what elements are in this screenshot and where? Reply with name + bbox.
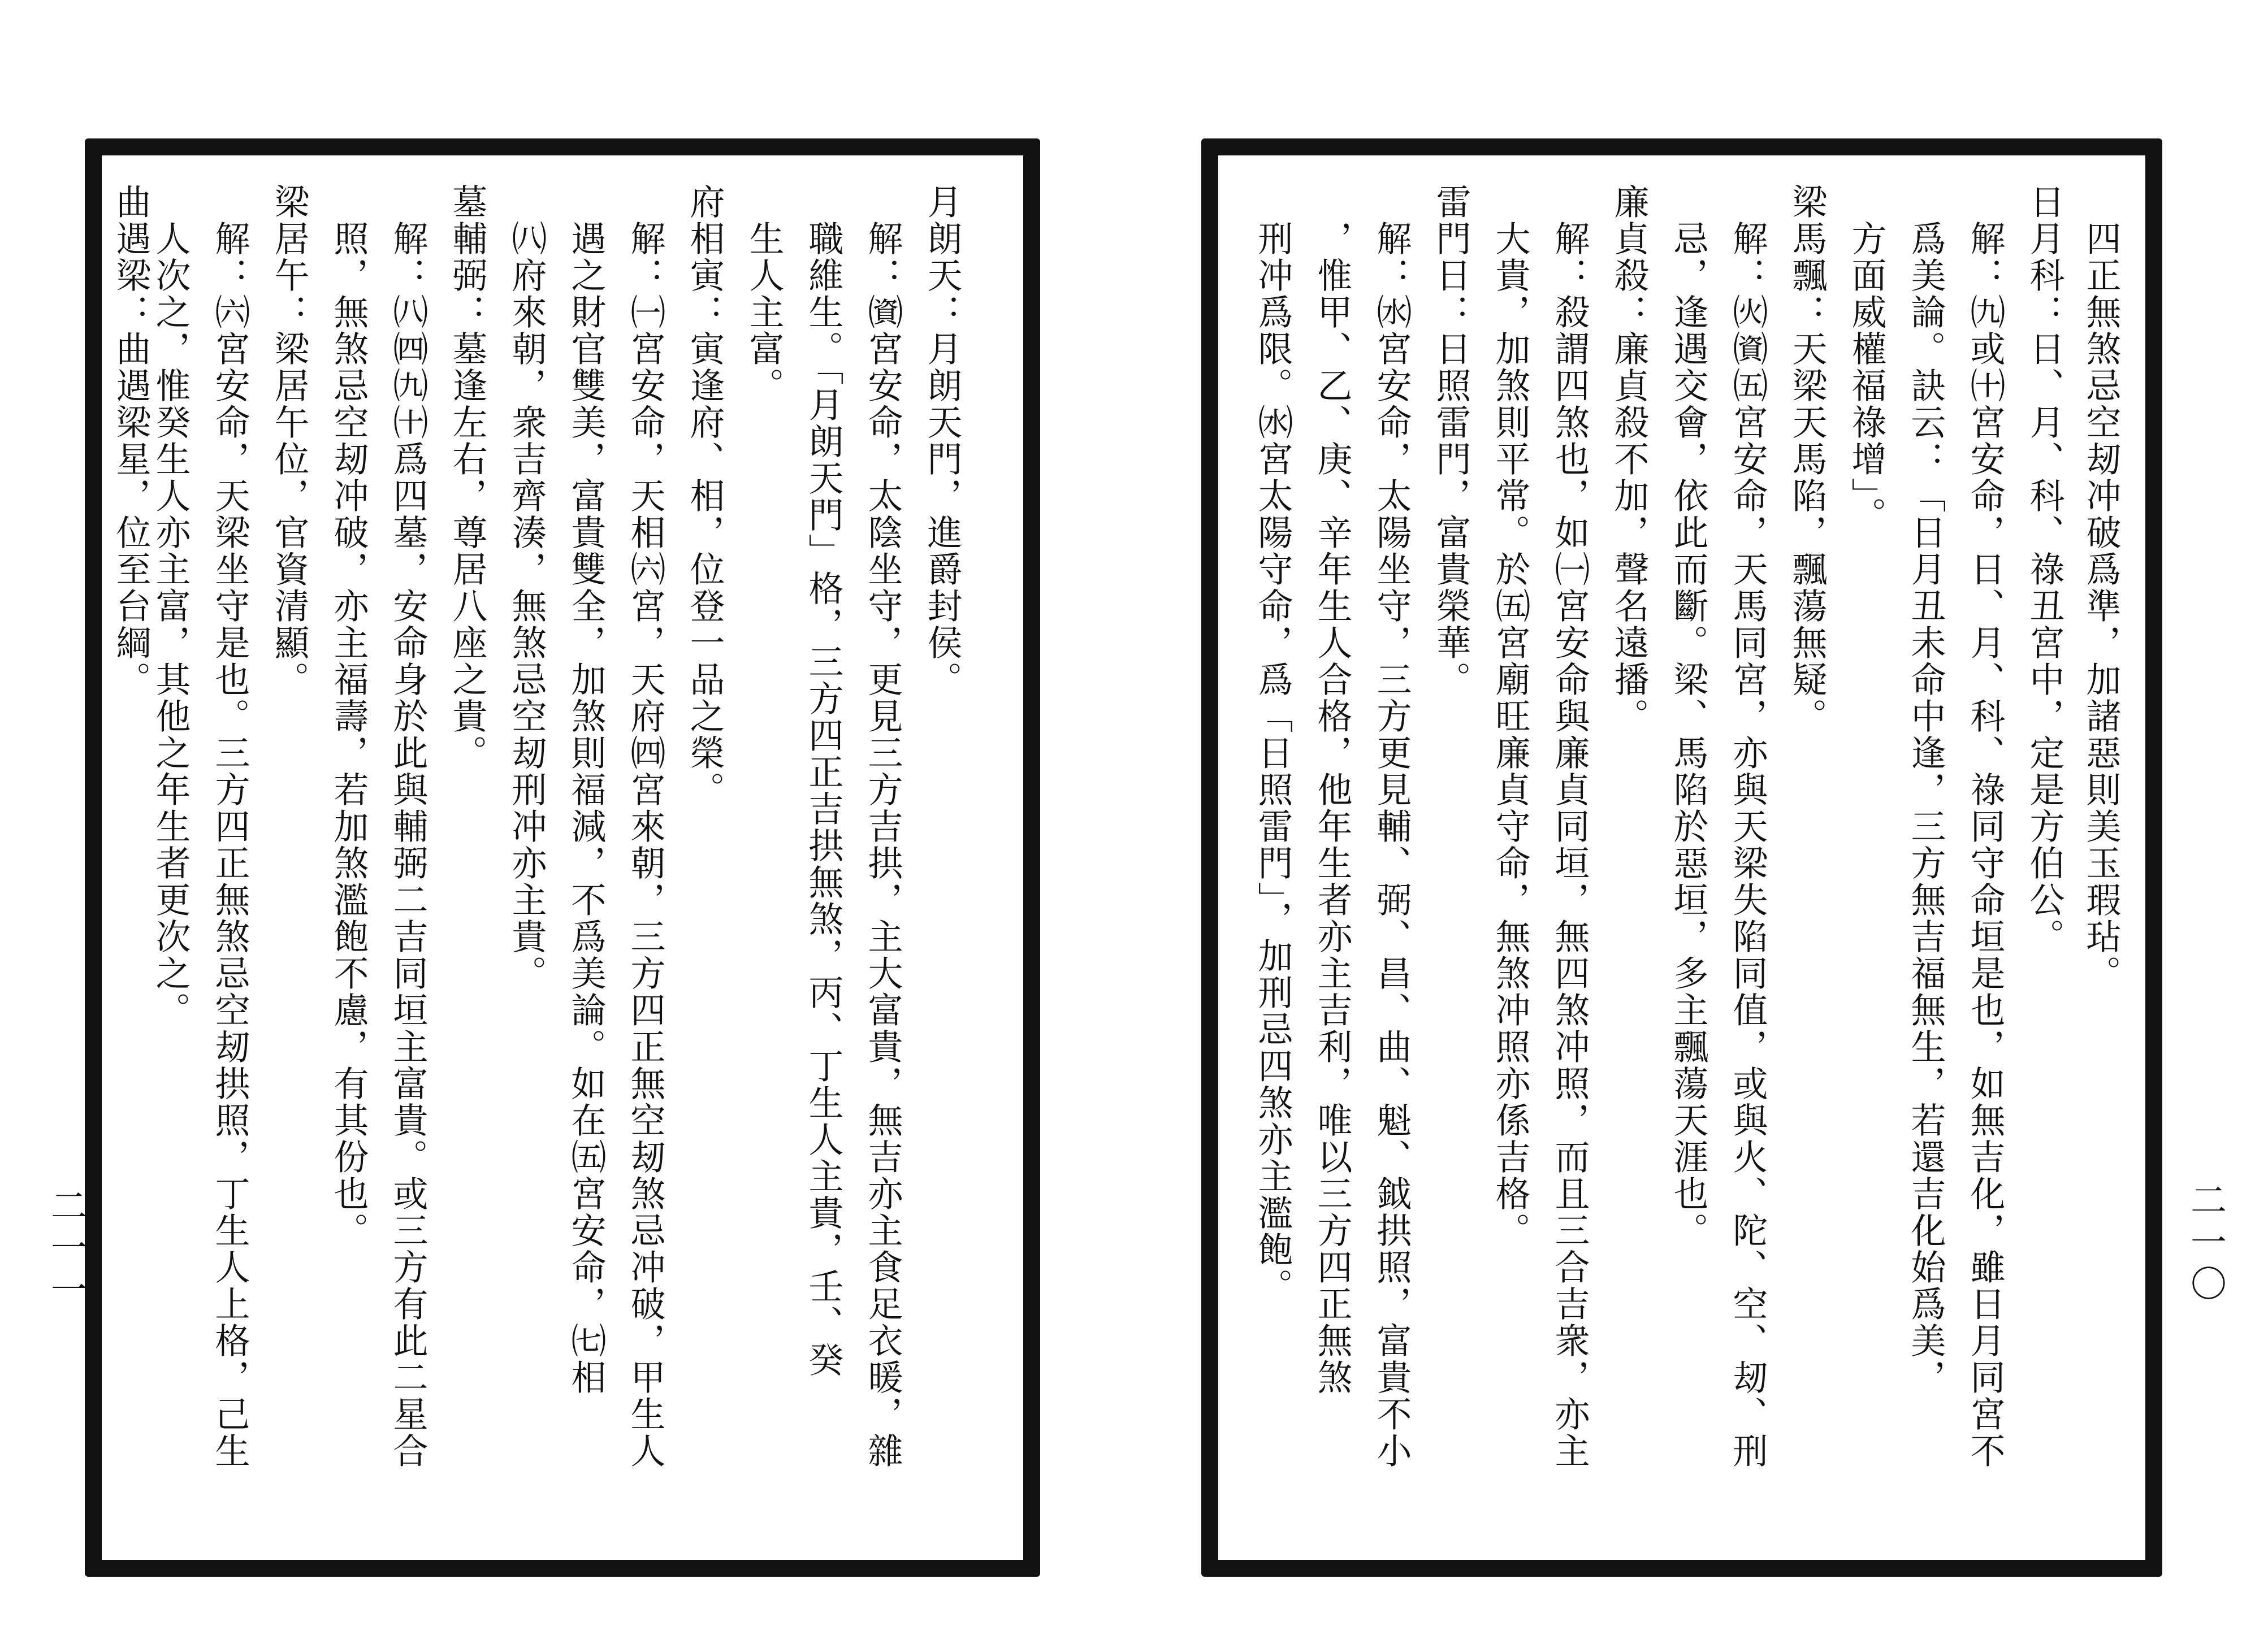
- page-number: 二一〇: [2184, 1181, 2226, 1307]
- right-text-column: 解：㈬宮安命，太陽坐守，三方更見輔、弼、昌、曲、魁、鉞拱照，富貴不小: [1371, 184, 1412, 1469]
- left-text-column: 遇之財官雙美，富貴雙全，加煞則福減，不爲美論。如在㈤宮安命，㈦相: [565, 184, 607, 1396]
- left-text-column: 府相寅：寅逢府、相，位登一品之榮。: [684, 184, 725, 808]
- left-text-column: 月朗天：月朗天門，進爵封侯。: [921, 184, 963, 698]
- left-text-column: 梁居午：梁居午位，官資清顯。: [269, 184, 310, 698]
- right-text-column: 解：殺謂四煞也，如㈠宮安命與廉貞同垣，無四煞冲照，而且三合吉衆，亦主: [1549, 184, 1590, 1469]
- right-text-column: 日月科：日、月、科、祿丑宮中，定是方伯公。: [2024, 184, 2065, 955]
- right-text-column: 廉貞殺：廉貞殺不加，聲名遠播。: [1608, 184, 1650, 735]
- right-text-column: 方面威權福祿增」。: [1846, 184, 1887, 533]
- left-text-column: 解：㈠宮安命，天相㈥宮，天府㈣宮來朝，三方四正無空刼煞忌冲破，甲生人: [625, 184, 666, 1469]
- left-text-column: 職維生。「月朗天門」格，三方四正吉拱無煞，丙、丁生人主貴，壬、癸: [803, 184, 844, 1378]
- right-text-column: ，惟甲、乙、庚、辛年生人合格，他年生者亦主吉利，唯以三方四正無煞: [1312, 184, 1353, 1396]
- left-text-column: 照，無煞忌空刼冲破，亦主福壽，若加煞濫飽不慮，有其份也。: [328, 184, 369, 1249]
- right-text-column: 梁馬飄：天梁天馬陷，飄蕩無疑。: [1786, 184, 1828, 735]
- right-text-column: 大貴，加煞則平常。於㈤宮廟旺廉貞守命，無煞冲照亦係吉格。: [1490, 184, 1531, 1249]
- left-text-column: 解：㈧㈣㈨㈩爲四墓，安命身於此與輔弼二吉同垣主富貴。或三方有此二星合: [387, 184, 429, 1469]
- left-text-column: 墓輔弼：墓逢左右，尊居八座之貴。: [447, 184, 488, 771]
- right-text-column: 雷門日：日照雷門，富貴榮華。: [1430, 184, 1471, 698]
- left-text-column: 解：㈥宮安命，天梁坐守是也。三方四正無煞忌空刼拱照，丁生人上格，己生: [209, 184, 250, 1469]
- left-text-column: ㈧府來朝，衆吉齊湊，無煞忌空刼刑冲亦主貴。: [506, 184, 547, 992]
- right-text-column: 忌，逢遇交會，依此而斷。梁、馬陷於惡垣，多主飄蕩天涯也。: [1668, 184, 1709, 1249]
- page-number: 二一一: [45, 1187, 86, 1312]
- right-text-column: 刑冲爲限。㈬宮太陽守命，爲「日照雷門」，加刑忌四煞亦主濫飽。: [1252, 184, 1293, 1305]
- right-text-column: 爲美論。訣云：「日月丑未命中逢，三方無吉福無生，若還吉化始爲美，: [1905, 184, 1946, 1396]
- left-text-column: 解：㈾宮安命，太陰坐守，更見三方吉拱，主大富貴，無吉亦主食足衣暖，雜: [862, 184, 903, 1469]
- right-text-column: 解：㈨或㈩宮安命，日、月、科、祿同守命垣是也，如無吉化，雖日月同宮不: [1964, 184, 2006, 1469]
- right-text-column: 解：㈫㈾㈤宮安命，天馬同宮，亦與天梁失陷同值，或與火、陀、空、刼、刑: [1727, 184, 1768, 1469]
- right-text-column: 四正無煞忌空刼冲破爲準，加諸惡則美玉瑕玷。: [2080, 184, 2122, 992]
- left-text-column: 生人主富。: [743, 184, 785, 404]
- left-text-column: 人次之，惟癸生人亦主富，其他之年生者更次之。: [150, 184, 191, 1029]
- left-text-column: 曲遇梁：曲遇梁星，位至台綱。: [110, 184, 152, 698]
